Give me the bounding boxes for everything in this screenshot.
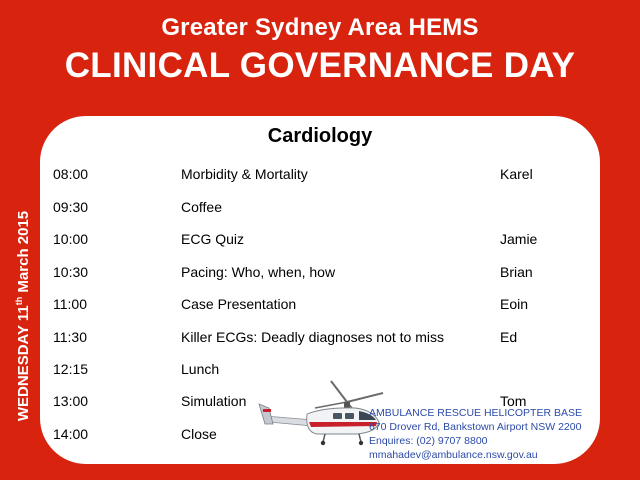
base-name: AMBULANCE RESCUE HELICOPTER BASE xyxy=(369,407,582,419)
schedule-time: 09:30 xyxy=(53,199,89,215)
event-title: CLINICAL GOVERNANCE DAY xyxy=(64,46,576,85)
schedule-event: ECG Quiz xyxy=(181,231,245,247)
schedule-time: 08:00 xyxy=(53,166,89,182)
base-email: mmahadev@ambulance.nsw.gov.au xyxy=(369,449,538,461)
schedule-row xyxy=(40,199,600,219)
schedule-row xyxy=(40,329,600,349)
schedule-time: 14:00 xyxy=(53,426,89,442)
helicopter-icon xyxy=(255,378,385,450)
date-suffix: th xyxy=(14,296,24,306)
base-phone: Enquires: (02) 9707 8800 xyxy=(369,435,488,447)
schedule-row xyxy=(40,264,600,284)
session-title: Cardiology xyxy=(267,125,373,147)
schedule-event: Coffee xyxy=(181,199,222,215)
schedule-event: Lunch xyxy=(181,361,220,377)
schedule-time: 10:00 xyxy=(53,231,89,247)
schedule-time: 11:00 xyxy=(53,296,87,312)
base-address: 670 Drover Rd, Bankstown Airport NSW 2200 xyxy=(369,421,582,433)
date-month-year: March 2015 xyxy=(15,210,32,293)
date-day: 11 xyxy=(15,305,32,322)
schedule-presenter: Eoin xyxy=(500,296,529,312)
schedule-time: 12:15 xyxy=(53,361,89,377)
schedule-card xyxy=(40,116,600,464)
schedule-event: Close xyxy=(181,426,217,442)
schedule-row xyxy=(40,166,600,186)
schedule-presenter: Karel xyxy=(500,166,533,182)
schedule-event: Simulation xyxy=(181,393,247,409)
schedule-event: Case Presentation xyxy=(181,296,297,312)
schedule-event: Morbidity & Mortality xyxy=(181,166,308,182)
event-date xyxy=(14,200,34,432)
schedule-event: Killer ECGs: Deadly diagnoses not to miss xyxy=(181,329,444,345)
base-contact-info xyxy=(369,406,597,462)
schedule-event: Pacing: Who, when, how xyxy=(181,264,336,280)
date-weekday: WEDNESDAY xyxy=(15,325,32,422)
schedule-presenter: Brian xyxy=(500,264,533,280)
schedule-row xyxy=(40,231,600,251)
schedule-presenter: Ed xyxy=(500,329,518,345)
schedule-time: 10:30 xyxy=(53,264,89,280)
schedule-presenter: Jamie xyxy=(500,231,538,247)
schedule-time: 11:30 xyxy=(53,329,87,345)
organisation-title: Greater Sydney Area HEMS xyxy=(161,14,479,41)
schedule-row xyxy=(40,296,600,316)
schedule-time: 13:00 xyxy=(53,393,89,409)
schedule-presenter: Tom xyxy=(500,393,527,409)
